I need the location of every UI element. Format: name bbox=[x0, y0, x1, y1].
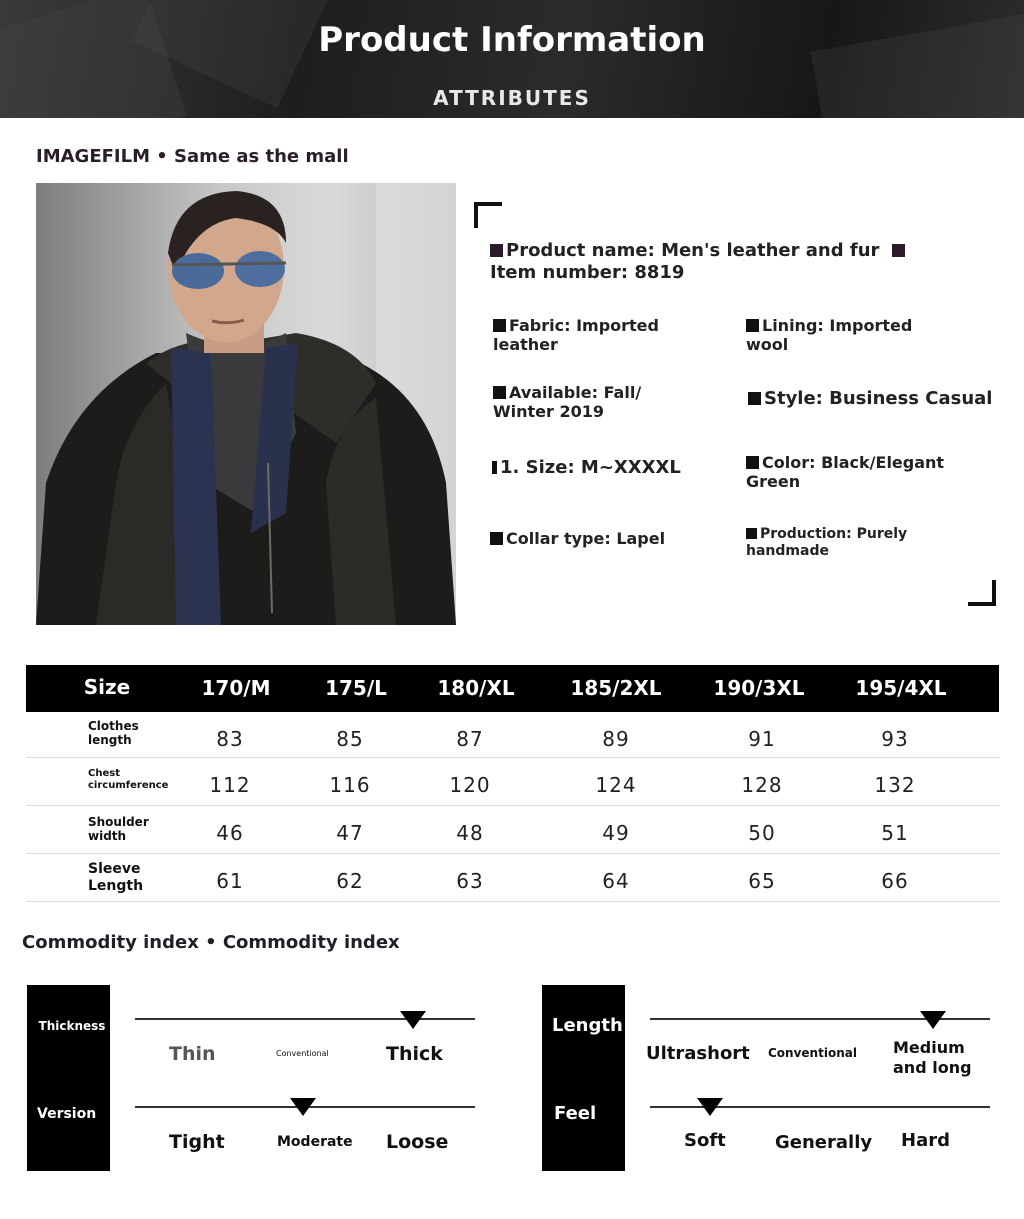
bullet-square-icon bbox=[746, 319, 759, 332]
table-divider bbox=[26, 901, 999, 902]
feel-label: Feel bbox=[554, 1103, 597, 1124]
page-subtitle: ATTRIBUTES bbox=[433, 86, 591, 110]
table-cell: 46 bbox=[216, 821, 244, 845]
table-cell: 48 bbox=[456, 821, 484, 845]
attr-lining: Lining: Imported wool bbox=[746, 316, 913, 355]
bullet-square-icon bbox=[748, 392, 761, 405]
table-divider bbox=[26, 805, 999, 806]
table-row-label: Sleeve Length bbox=[88, 861, 144, 894]
table-cell: 83 bbox=[216, 727, 244, 751]
attr-color: Color: Black/Elegant Green bbox=[746, 453, 945, 492]
size-header-label: Size bbox=[83, 675, 131, 699]
table-cell: 62 bbox=[336, 869, 364, 893]
corner-bracket-bottom-right bbox=[968, 580, 996, 606]
bullet-square-icon bbox=[746, 528, 757, 539]
bullet-square-icon bbox=[490, 532, 503, 545]
feel-option: Generally bbox=[775, 1132, 873, 1153]
version-option: Tight bbox=[169, 1131, 225, 1153]
bullet-square-icon bbox=[493, 319, 506, 332]
length-label: Length bbox=[552, 1015, 623, 1036]
feel-option: Soft bbox=[684, 1130, 726, 1151]
brand-line: IMAGEFILM • Same as the mall bbox=[36, 146, 349, 167]
table-cell: 66 bbox=[881, 869, 909, 893]
table-row-label: Shoulder width bbox=[88, 815, 149, 844]
commodity-index-title: Commodity index • Commodity index bbox=[22, 932, 400, 953]
size-column-header: 185/2XL bbox=[570, 676, 662, 700]
attr-product-name: Product name: Men's leather and fur Item number: 8819 bbox=[490, 240, 940, 283]
length-option: Ultrashort bbox=[646, 1043, 750, 1064]
table-cell: 64 bbox=[602, 869, 630, 893]
table-row-label: Chest circumference bbox=[88, 768, 169, 791]
bullet-square-icon bbox=[490, 244, 503, 257]
thickness-option: Thin bbox=[169, 1043, 216, 1065]
table-cell: 128 bbox=[741, 773, 783, 797]
length-marker-icon bbox=[920, 1011, 946, 1029]
size-column-header: 170/M bbox=[201, 676, 271, 700]
table-cell: 87 bbox=[456, 727, 484, 751]
table-cell: 61 bbox=[216, 869, 244, 893]
table-cell: 63 bbox=[456, 869, 484, 893]
version-marker-icon bbox=[290, 1098, 316, 1116]
length-option: Medium and long bbox=[893, 1038, 972, 1077]
bullet-square-icon bbox=[493, 386, 506, 399]
table-cell: 65 bbox=[748, 869, 776, 893]
table-cell: 124 bbox=[595, 773, 637, 797]
table-cell: 93 bbox=[881, 727, 909, 751]
index-label-block-left bbox=[27, 985, 110, 1171]
feel-marker-icon bbox=[697, 1098, 723, 1116]
version-option: Loose bbox=[386, 1131, 449, 1153]
version-label: Version bbox=[37, 1106, 97, 1122]
table-cell: 85 bbox=[336, 727, 364, 751]
feel-option: Hard bbox=[901, 1130, 950, 1151]
bullet-square-icon bbox=[492, 461, 497, 474]
table-cell: 132 bbox=[874, 773, 916, 797]
table-divider bbox=[26, 853, 999, 854]
bullet-square-icon bbox=[892, 244, 905, 257]
page-title: Product Information bbox=[318, 20, 706, 60]
product-photo bbox=[36, 183, 456, 625]
table-cell: 120 bbox=[449, 773, 491, 797]
attr-size: 1. Size: M~XXXXL bbox=[492, 457, 712, 479]
size-column-header: 190/3XL bbox=[713, 676, 805, 700]
bullet-square-icon bbox=[746, 456, 759, 469]
length-option: Conventional bbox=[768, 1046, 857, 1060]
table-cell: 89 bbox=[602, 727, 630, 751]
table-divider bbox=[26, 757, 999, 758]
table-cell: 50 bbox=[748, 821, 776, 845]
size-column-header: 195/4XL bbox=[855, 676, 947, 700]
table-cell: 112 bbox=[209, 773, 251, 797]
table-cell: 51 bbox=[881, 821, 909, 845]
thickness-marker-icon bbox=[400, 1011, 426, 1029]
table-cell: 47 bbox=[336, 821, 364, 845]
size-table-header bbox=[26, 665, 999, 712]
thickness-option: Conventional bbox=[276, 1049, 329, 1058]
thickness-label: Thickness bbox=[38, 1019, 106, 1033]
table-cell: 116 bbox=[329, 773, 371, 797]
thickness-option: Thick bbox=[386, 1043, 443, 1065]
table-row-label: Clothes length bbox=[88, 719, 139, 748]
size-column-header: 180/XL bbox=[437, 676, 515, 700]
attr-style: Style: Business Casual bbox=[748, 388, 1008, 410]
index-label-block-right bbox=[542, 985, 625, 1171]
attr-fabric: Fabric: Imported leather bbox=[493, 316, 659, 355]
header-banner bbox=[0, 0, 1024, 118]
corner-bracket-top-left bbox=[474, 202, 502, 228]
table-cell: 49 bbox=[602, 821, 630, 845]
attr-collar: Collar type: Lapel bbox=[490, 529, 730, 548]
size-column-header: 175/L bbox=[325, 676, 387, 700]
version-option: Moderate bbox=[277, 1134, 353, 1150]
attr-production: Production: Purely handmade bbox=[746, 526, 908, 559]
attr-available: Available: Fall/ Winter 2019 bbox=[493, 383, 642, 422]
table-cell: 91 bbox=[748, 727, 776, 751]
